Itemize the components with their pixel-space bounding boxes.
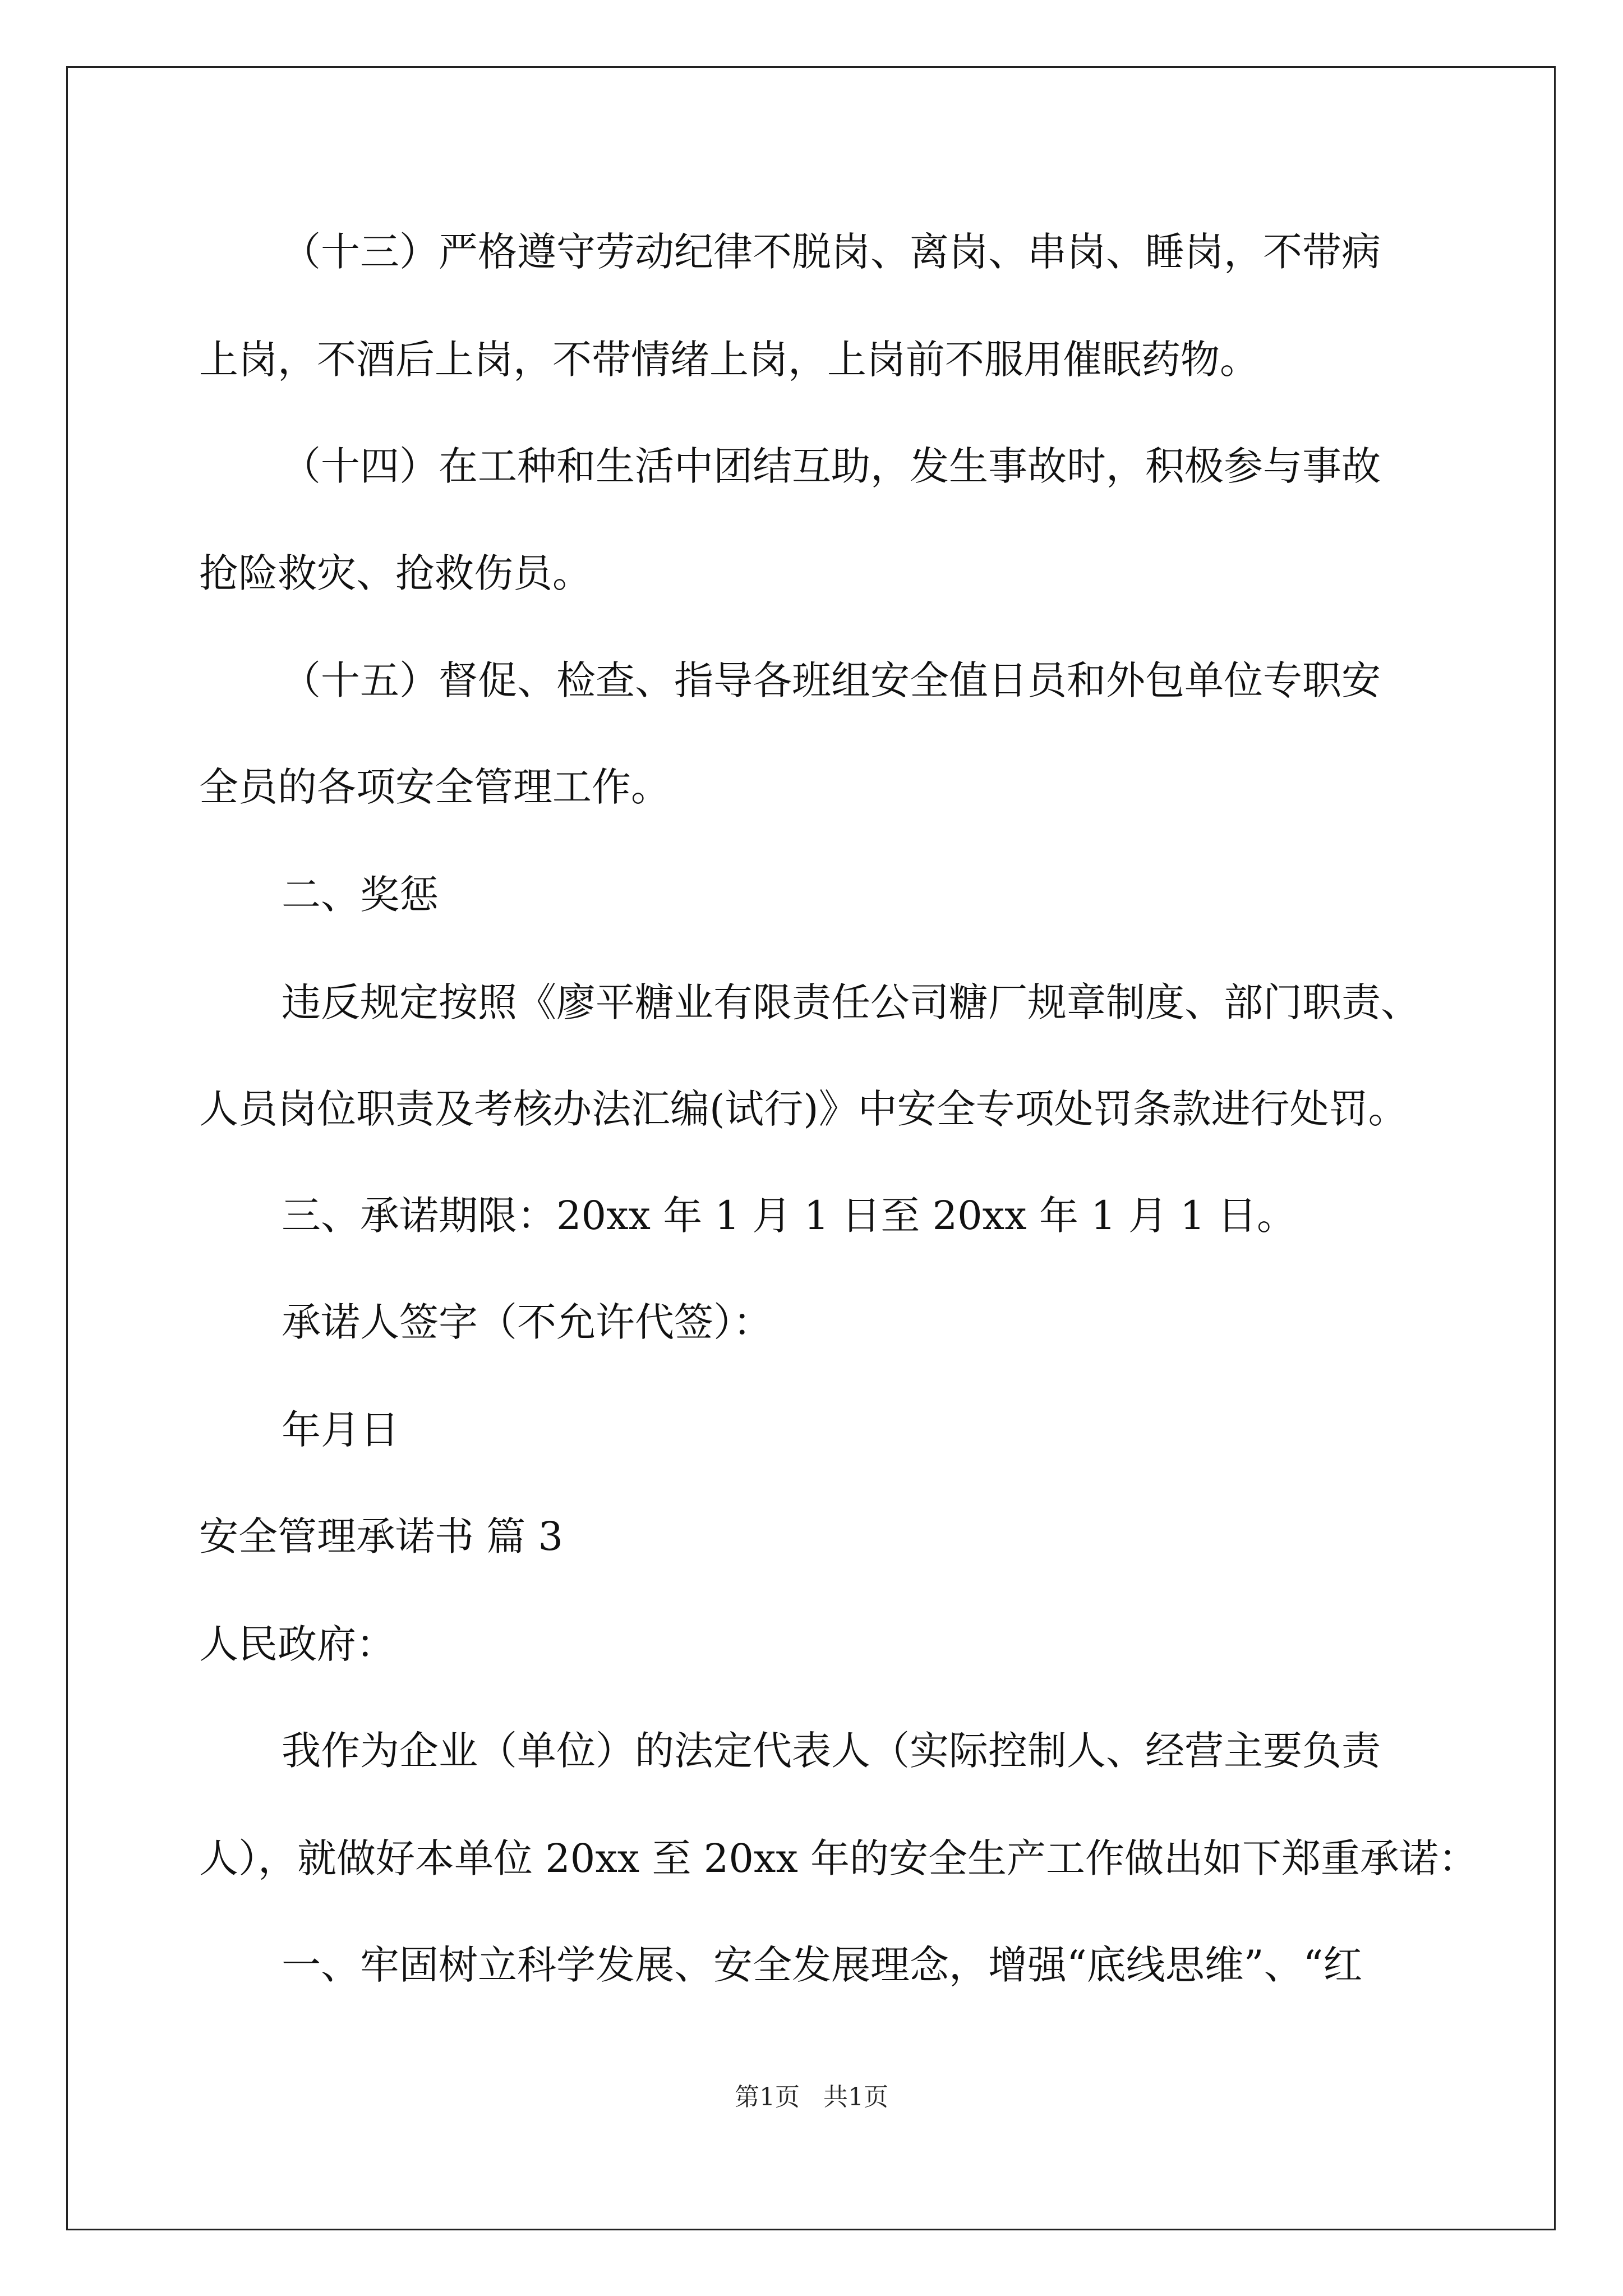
page-number-footer: 第1页 共1页 — [735, 2083, 888, 2111]
page-border — [66, 66, 1556, 2230]
rewards-paragraph-line-1: 违反规定按照《廖平糖业有限责任公司糖厂规章制度、部门职责、 — [282, 979, 1420, 1025]
item-one-line-1: 一、牢固树立科学发展、安全发展理念，增强“底线思维”、“红 — [282, 1942, 1363, 1988]
pledge-paragraph-line-1: 我作为企业（单位）的法定代表人（实际控制人、经营主要负责 — [282, 1728, 1381, 1774]
signature-line: 承诺人签字（不允许代签）： — [282, 1299, 772, 1345]
paragraph-15-line-1: （十五）督促、检查、指导各班组安全值日员和外包单位专职安 — [282, 657, 1381, 703]
commitment-period: 三、承诺期限：20xx 年 1 月 1 日至 20xx 年 1 月 1 日。 — [282, 1193, 1296, 1239]
paragraph-15-line-2: 全员的各项安全管理工作。 — [199, 764, 670, 810]
rewards-paragraph-line-2: 人员岗位职责及考核办法汇编(试行)》中安全专项处罚条款进行处罚。 — [199, 1086, 1408, 1132]
paragraph-14-line-1: （十四）在工种和生活中团结互助，发生事故时，积极参与事故 — [282, 443, 1381, 489]
section-heading-rewards: 二、奖惩 — [282, 872, 439, 918]
addressee-line: 人民政府： — [199, 1621, 395, 1667]
paragraph-14-line-2: 抢险救灾、抢救伤员。 — [199, 550, 592, 596]
pledge-paragraph-line-2: 人），就做好本单位 20xx 至 20xx 年的安全生产工作做出如下郑重承诺： — [199, 1835, 1478, 1881]
section-title-piece-3: 安全管理承诺书 篇 3 — [199, 1513, 564, 1559]
paragraph-13-line-1: （十三）严格遵守劳动纪律不脱岗、离岗、串岗、睡岗，不带病 — [282, 229, 1381, 275]
paragraph-13-line-2: 上岗，不酒后上岗，不带情绪上岗，上岗前不服用催眠药物。 — [199, 337, 1259, 383]
date-line: 年月日 — [282, 1407, 399, 1453]
